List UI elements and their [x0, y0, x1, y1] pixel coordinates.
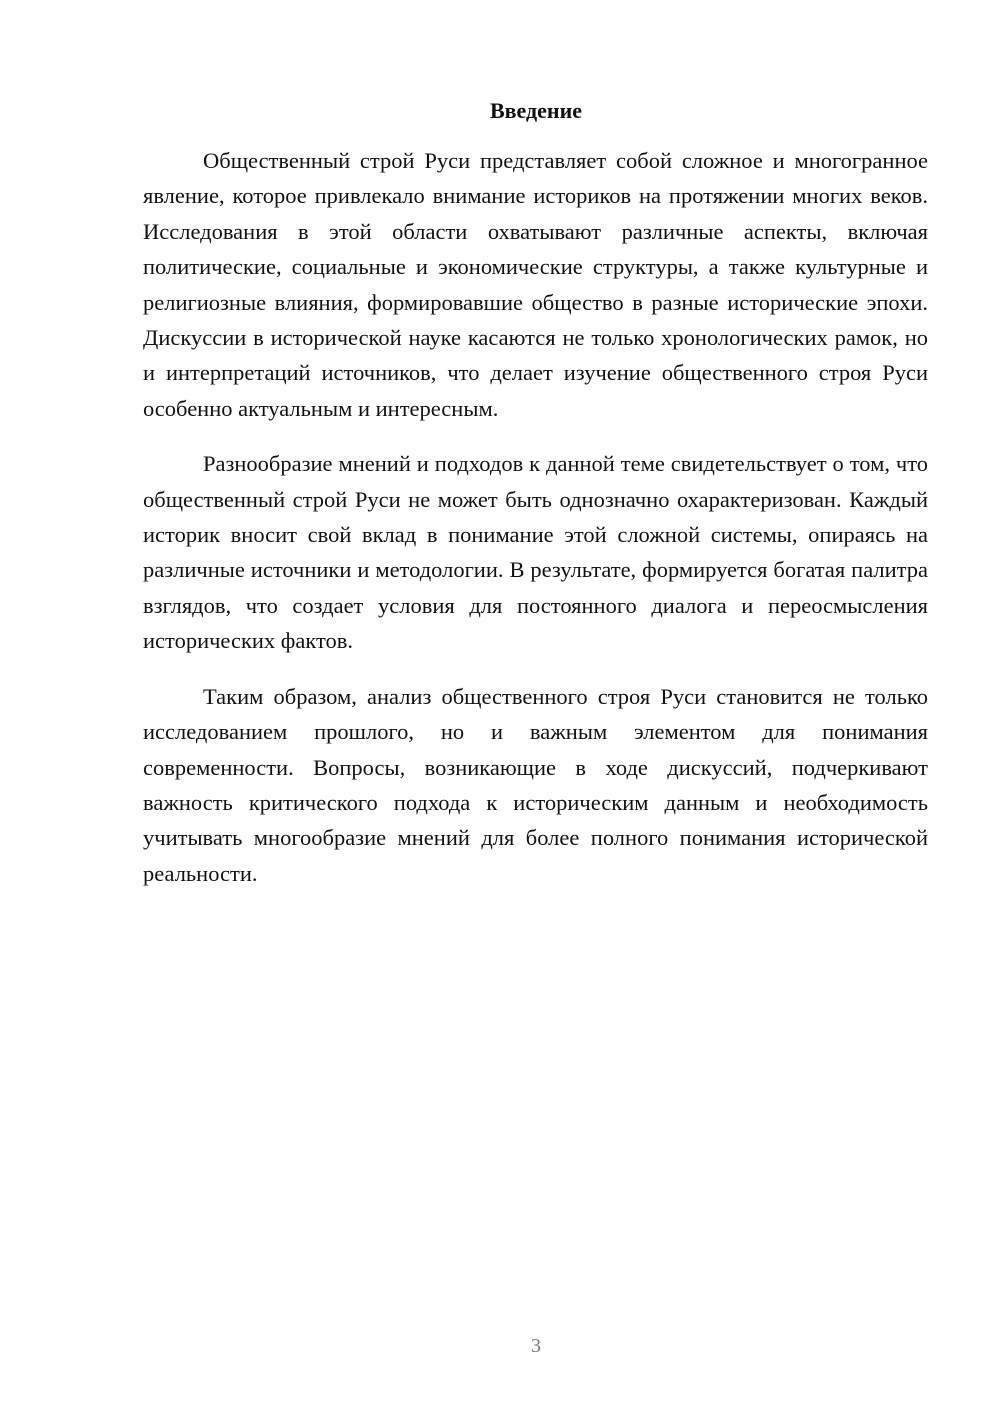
paragraph-1: Общественный строй Руси представляет собой сложное и многогранное явление, которое привлекало внимание историков на протяжении многих веков. Исследования в этой области охватывают различные аспекты, включая политические, социальные и экономические структуры, а также культурные и религиозные влияния, формировавшие общество в разные исторические эпохи. Дискуссии в исторической науке касаются не только хронологических рамок, но и интерпретаций источников, что делает изучение общественного строя Руси особенно актуальным и интересным. — [143, 148, 928, 421]
paragraph-3: Таким образом, анализ общественного строя Руси становится не только исследованием прошлого, но и важным элементом для понимания современности. Вопросы, возникающие в ходе дискуссий, подчеркивают важность критического подхода к историческим данным и необходимость учитывать многообразие мнений для более полного понимания исторической реальности. — [143, 683, 928, 886]
paragraph-2: Разнообразие мнений и подходов к данной теме свидетельствует о том, что общественный строй Руси не может быть однозначно охарактеризован. Каждый историк вносит свой вклад в понимание этой сложной системы, опираясь на различные источники и методологии. В результате, формируется богатая палитра взглядов, что создает условия для постоянного диалога и переосмысления исторических фактов. — [143, 451, 928, 654]
page-title: Введение — [489, 98, 583, 123]
page-number: 3 — [531, 1335, 541, 1357]
document-body — [143, 143, 928, 911]
